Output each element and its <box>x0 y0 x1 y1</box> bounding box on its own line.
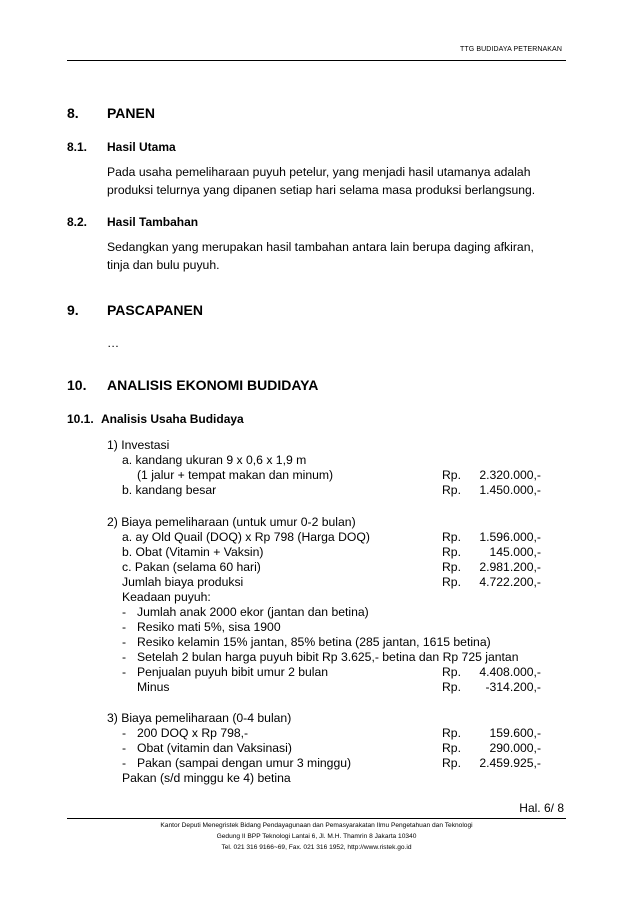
section-8-number: 8. <box>67 105 79 121</box>
biaya-0-4-heading: 3) Biaya pemeliharaan (0-4 bulan) <box>107 711 292 725</box>
bullet-dash: - <box>122 665 127 679</box>
amount: 1.596.000,- <box>479 530 541 544</box>
bullet-dash: - <box>122 620 127 634</box>
bullet-dash: - <box>122 605 127 619</box>
item-doq: a. ay Old Quail (DOQ) x Rp 798 (Harga DOQ) <box>122 530 370 544</box>
bullet-dash: - <box>122 635 127 649</box>
biaya-0-2-heading: 2) Biaya pemeliharaan (untuk umur 0-2 bulan) <box>107 515 356 529</box>
footer-rule <box>67 818 566 819</box>
amount: 290.000,- <box>489 741 541 755</box>
amount: 159.600,- <box>489 726 541 740</box>
item-pakan: c. Pakan (selama 60 hari) <box>122 560 261 574</box>
currency-label: Rp. <box>442 483 461 497</box>
keadaan-item: Jumlah anak 2000 ekor (jantan dan betina) <box>137 605 369 619</box>
item-kandang-ukuran: a. kandang ukuran 9 x 0,6 x 1,9 m <box>122 453 307 467</box>
amount: 4.722.200,- <box>479 575 541 589</box>
item-kandang-besar: b. kandang besar <box>122 483 217 497</box>
page-number: Hal. 6/ 8 <box>519 801 564 815</box>
amount: 1.450.000,- <box>479 483 541 497</box>
running-header: TTG BUDIDAYA PETERNAKAN <box>459 46 562 53</box>
section-9-placeholder: … <box>107 336 120 350</box>
section-8-2-title: Hasil Tambahan <box>107 215 199 229</box>
currency-label: Rp. <box>442 468 461 482</box>
minus-label: Minus <box>137 680 170 694</box>
currency-label: Rp. <box>442 545 461 559</box>
currency-label: Rp. <box>442 680 461 694</box>
currency-label: Rp. <box>442 726 461 740</box>
keadaan-item: Penjualan puyuh bibit umur 2 bulan <box>137 665 329 679</box>
section-10-1-title: Analisis Usaha Budidaya <box>101 412 244 426</box>
item-obat: b. Obat (Vitamin + Vaksin) <box>122 545 264 559</box>
keadaan-item: Resiko mati 5%, sisa 1900 <box>137 620 281 634</box>
jumlah-biaya-label: Jumlah biaya produksi <box>122 575 244 589</box>
amount: 4.408.000,- <box>479 665 541 679</box>
item-kandang-note: (1 jalur + tempat makan dan minum) <box>137 468 334 482</box>
currency-label: Rp. <box>442 741 461 755</box>
bullet-dash: - <box>122 726 127 740</box>
keadaan-item: Resiko kelamin 15% jantan, 85% betina (285 jantan, 1615 betina) <box>137 635 491 649</box>
bullet-dash: - <box>122 756 127 770</box>
biaya-item: 200 DOQ x Rp 798,- <box>137 726 249 740</box>
footer-line: Gedung II BPP Teknologi Lantai 6, Jl. M.H. Thamrin 8 Jakarta 10340 <box>216 833 417 840</box>
section-8-title: PANEN <box>107 105 155 121</box>
amount: 2.320.000,- <box>479 468 541 482</box>
biaya-item: Obat (vitamin dan Vaksinasi) <box>137 741 292 755</box>
paragraph-line: produksi telurnya yang dipanen setiap hari selama masa produksi berlangsung. <box>107 183 536 197</box>
amount: -314.200,- <box>485 680 541 694</box>
section-8-1-title: Hasil Utama <box>107 140 176 154</box>
currency-label: Rp. <box>442 575 461 589</box>
section-10-number: 10. <box>67 377 87 393</box>
section-10-1-number: 10.1. <box>67 412 94 426</box>
currency-label: Rp. <box>442 756 461 770</box>
footer-line: Tel. 021 316 9166~69, Fax. 021 316 1952, http://www.ristek.go.id <box>221 844 412 851</box>
header-rule <box>67 60 566 61</box>
keadaan-item: Setelah 2 bulan harga puyuh bibit Rp 3.625,- betina dan Rp 725 jantan <box>137 650 519 664</box>
currency-label: Rp. <box>442 560 461 574</box>
investasi-heading: 1) Investasi <box>107 438 170 452</box>
pakan-betina-label: Pakan (s/d minggu ke 4) betina <box>122 771 291 785</box>
amount: 2.459.925,- <box>479 756 541 770</box>
biaya-item: Pakan (sampai dengan umur 3 minggu) <box>137 756 352 770</box>
keadaan-puyuh-label: Keadaan puyuh: <box>122 590 211 604</box>
paragraph-line: tinja dan bulu puyuh. <box>107 258 220 272</box>
currency-label: Rp. <box>442 530 461 544</box>
section-8-1-number: 8.1. <box>67 140 88 154</box>
bullet-dash: - <box>122 741 127 755</box>
currency-label: Rp. <box>442 665 461 679</box>
paragraph-line: Sedangkan yang merupakan hasil tambahan antara lain berupa daging afkiran, <box>107 240 534 254</box>
section-9-number: 9. <box>67 302 79 318</box>
section-8-2-number: 8.2. <box>67 215 88 229</box>
footer-line: Kantor Deputi Menegristek Bidang Pendayagunaan dan Pemasyarakatan Ilmu Pengetahuan dan Teknologi <box>160 822 473 829</box>
amount: 145.000,- <box>489 545 541 559</box>
paragraph-line: Pada usaha pemeliharaan puyuh petelur, yang menjadi hasil utamanya adalah <box>107 165 531 179</box>
bullet-dash: - <box>122 650 127 664</box>
section-9-title: PASCAPANEN <box>107 302 203 318</box>
section-10-title: ANALISIS EKONOMI BUDIDAYA <box>107 377 319 393</box>
amount: 2.981.200,- <box>479 560 541 574</box>
